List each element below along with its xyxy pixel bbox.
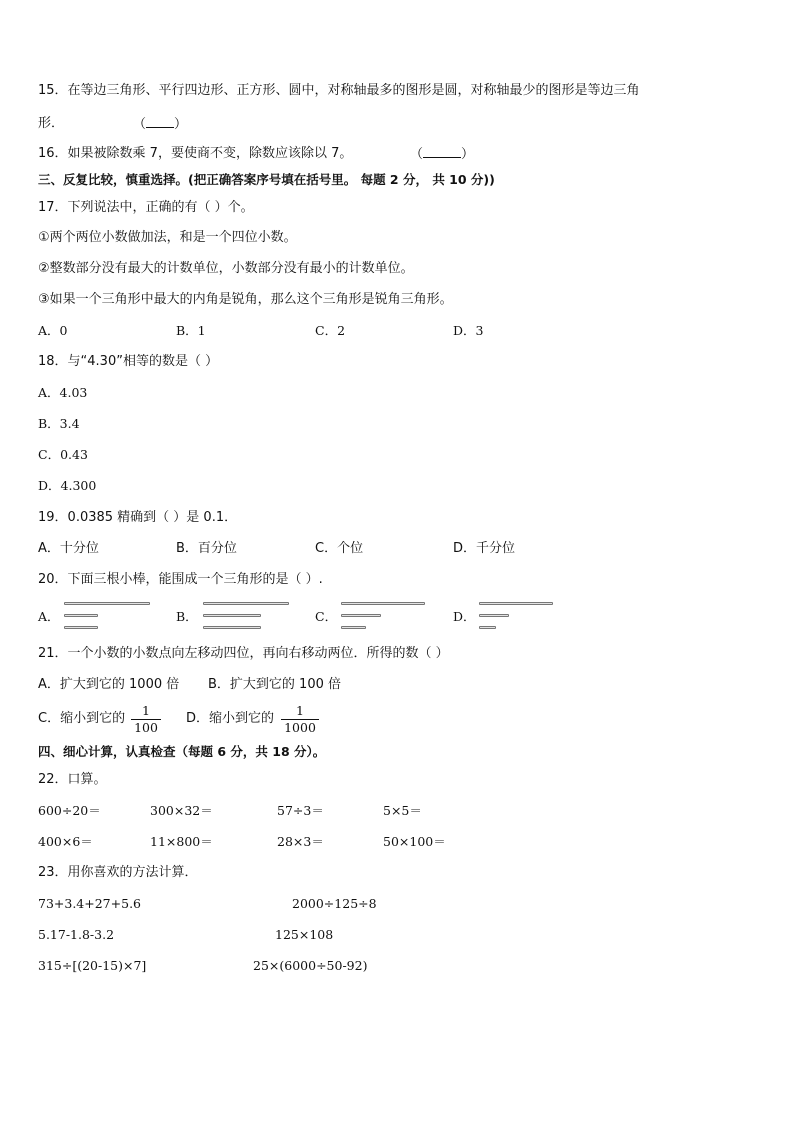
- question-21-option-b[interactable]: B．扩大到它的 100 倍: [208, 677, 341, 692]
- question-21-option-d-fraction: [281, 703, 319, 736]
- stick-b-short: [203, 626, 261, 629]
- section-3-title: 三、反复比较，慎重选择。(把正确答案序号填在括号里。 每题 2 分， 共 10 分)): [38, 172, 495, 187]
- question-17-option-b[interactable]: B．1: [176, 323, 206, 338]
- calc-item: 400×6＝: [38, 834, 93, 849]
- question-17-option-d[interactable]: D．3: [453, 323, 484, 338]
- calc-item: 73+3.4+27+5.6: [38, 896, 141, 911]
- question-21-option-d[interactable]: D．缩小到它的: [186, 711, 275, 726]
- stick-a-short: [64, 626, 98, 629]
- question-16-text: 16．如果被除数乘 7，要使商不变，除数应该除以 7。: [38, 146, 353, 161]
- question-17-statement-2: ②整数部分没有最大的计数单位，小数部分没有最小的计数单位。: [38, 261, 414, 276]
- stick-b-long: [203, 602, 289, 605]
- question-22-stem: 22．口算。: [38, 772, 107, 787]
- stick-c-long: [341, 602, 425, 605]
- fraction-denominator: 1000: [284, 720, 316, 735]
- question-17-option-a[interactable]: A．0: [38, 323, 68, 338]
- question-15-line-2: [38, 115, 64, 133]
- question-19-option-c[interactable]: C．个位: [315, 541, 364, 556]
- question-18-option-d[interactable]: D．4.300: [38, 478, 97, 493]
- stick-a-medium: [64, 614, 98, 617]
- calc-item: 5.17-1.8-3.2: [38, 927, 115, 942]
- stick-d-long: [479, 602, 553, 605]
- calc-item: 600÷20＝: [38, 803, 101, 818]
- calc-item: 28×3＝: [277, 834, 324, 849]
- question-18-option-b[interactable]: B．3.4: [38, 416, 80, 431]
- question-19-option-d[interactable]: D．千分位: [453, 541, 516, 556]
- stick-d-short: [479, 626, 496, 629]
- fraction-numerator: 1: [281, 703, 319, 720]
- stick-d-medium: [479, 614, 509, 617]
- calc-item: 5×5＝: [383, 803, 422, 818]
- stick-c-short: [341, 626, 366, 629]
- calc-item: 315÷[(20-15)×7]: [38, 958, 147, 973]
- calc-item: 25×(6000÷50-92): [253, 958, 368, 973]
- stick-a-long: [64, 602, 150, 605]
- question-17-statement-3: ③如果一个三角形中最大的内角是锐角，那么这个三角形是锐角三角形。: [38, 292, 453, 307]
- question-19-stem: 19．0.0385 精确到（ ）是 0.1．: [38, 510, 238, 525]
- question-15-answer-blank[interactable]: （ ）: [133, 117, 188, 132]
- question-20-option-b-label[interactable]: B．: [176, 609, 198, 624]
- stick-b-medium: [203, 614, 261, 617]
- question-17-stem: 17．下列说法中，正确的有（ ）个。: [38, 200, 254, 215]
- calc-item: 57÷3＝: [277, 803, 324, 818]
- calc-item: 2000÷125÷8: [292, 896, 377, 911]
- question-19-option-a[interactable]: A．十分位: [38, 541, 99, 556]
- stick-c-medium: [341, 614, 381, 617]
- question-21-stem: 21．一个小数的小数点向左移动四位，再向右移动两位．所得的数（ ）: [38, 646, 449, 661]
- calc-item: 11×800＝: [150, 834, 213, 849]
- calc-item: 300×32＝: [150, 803, 213, 818]
- question-21-option-a[interactable]: A．扩大到它的 1000 倍: [38, 677, 180, 692]
- calc-item: 125×108: [275, 927, 334, 942]
- question-17-statement-1: ①两个两位小数做加法，和是一个四位小数。: [38, 230, 297, 245]
- question-23-stem: 23．用你喜欢的方法计算．: [38, 865, 198, 880]
- question-18-stem: 18．与“4.30”相等的数是（ ）: [38, 354, 219, 369]
- fraction-numerator: 1: [131, 703, 161, 720]
- question-17-option-c[interactable]: C．2: [315, 323, 346, 338]
- question-21-option-c[interactable]: C．缩小到它的: [38, 711, 126, 726]
- question-19-option-b[interactable]: B．百分位: [176, 541, 237, 556]
- answer-line: [146, 115, 174, 128]
- fraction-denominator: 100: [134, 720, 158, 735]
- question-15-tail: 形．: [38, 116, 65, 131]
- question-18-option-c[interactable]: C．0.43: [38, 447, 88, 462]
- section-4-title: 四、细心计算，认真检查（每题 6 分，共 18 分）。: [38, 744, 326, 759]
- question-16-answer-blank[interactable]: （ ）: [410, 147, 475, 162]
- answer-line: [423, 145, 461, 158]
- question-20-stem: 20．下面三根小棒，能围成一个三角形的是（ ）.: [38, 572, 323, 587]
- question-20-option-d-label[interactable]: D．: [453, 609, 476, 624]
- question-20-option-c-label[interactable]: C．: [315, 609, 338, 624]
- question-20-option-a-label[interactable]: A．: [38, 609, 60, 624]
- question-18-option-a[interactable]: A．4.03: [38, 385, 88, 400]
- question-21-option-c-fraction: [131, 703, 161, 736]
- question-15-line-1: 15．在等边三角形、平行四边形、正方形、圆中，对称轴最多的图形是圆，对称轴最少的图形是等边三角: [38, 83, 640, 98]
- calc-item: 50×100＝: [383, 834, 446, 849]
